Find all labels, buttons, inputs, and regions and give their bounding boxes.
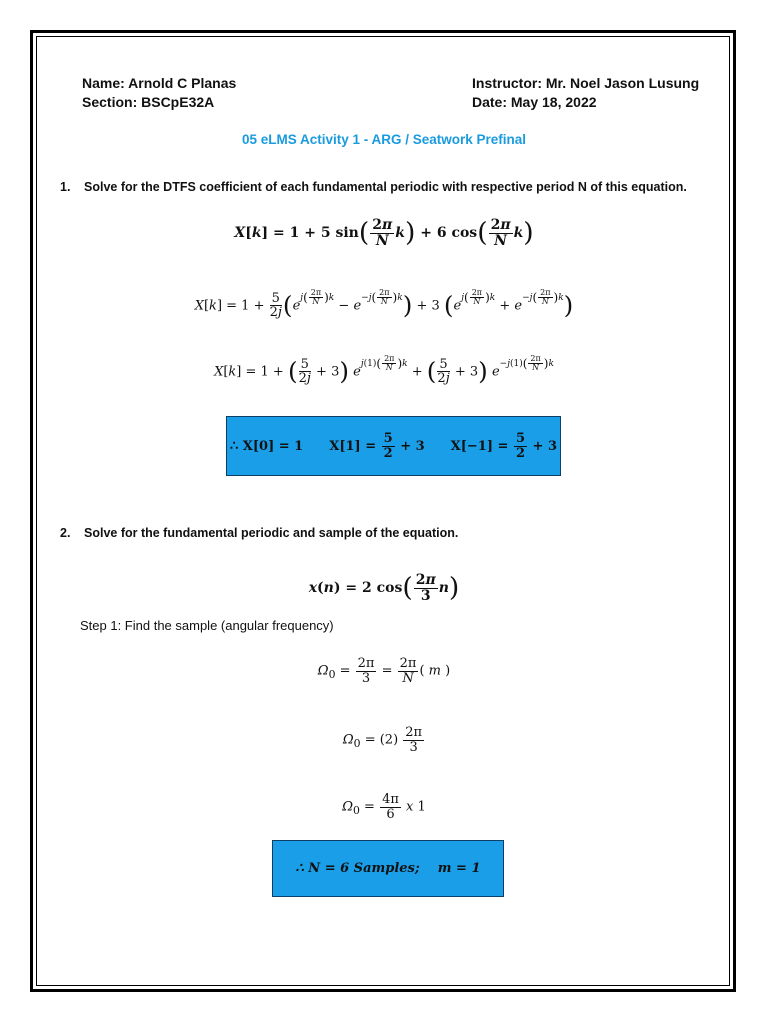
equation-q2-omega3: $\Omega_0$ = $\frac{4\pi}{6}$ x 1	[342, 792, 426, 822]
student-name: Name: Arnold C Planas	[82, 75, 237, 91]
instructor-name: Instructor: Mr. Noel Jason Lusung	[472, 75, 700, 91]
equation-q2-omega1: $\Omega_0$ = $\frac{2\pi}{3}$ = $\frac{2\pi}{N}$ ( m )	[317, 656, 451, 686]
answer-q2: ∴ N = 6 Samples; m = 1	[295, 861, 481, 876]
answer-x1-tail: + 3	[400, 438, 425, 454]
submission-date: Date: May 18, 2022	[472, 94, 597, 110]
activity-title: 05 eLMS Activity 1 - ARG / Seatwork Prefinal	[241, 132, 527, 147]
equation-q1-step2: X[k] = 1 + ( $\frac{5}{2j}$ + 3) $e^{j(1)( \frac{2\pi}{N} )k}$ + ( $\frac{5}{2j}$ + 3) $e^{-j(1)( \frac{2\pi}{N} )k}$	[214, 354, 554, 387]
question-2	[60, 525, 720, 542]
answer-box-q1: ∴ X[0] = 1 X[1] = $\frac{5}{2}$ + 3 X[−1] = $\frac{5}{2}$ + 3	[226, 416, 561, 476]
answer-box-q2	[272, 840, 504, 897]
answer-x1-lhs: X[1] =	[329, 438, 377, 454]
equation-q1-given: X[k] = 1 + 5 sin( $\frac{2\pi}{N}$ k) + 6 cos( $\frac{2\pi}{N}$ k)	[234, 216, 534, 249]
answer-x0: ∴ X[0] = 1	[230, 438, 304, 454]
equation-q1-step1: X[k] = 1 + $\frac{5}{2j}$ $(e^{j( \frac{2\pi}{N} )k} - e^{-j( \frac{2\pi}{N} )k}) + 3$ $(e^{j( \frac{2\pi}{N} )k} + e^{-j( \frac{2\pi}{N} )k})$	[194, 288, 574, 321]
question-1-text: Solve for the DTFS coefficient of each fundamental periodic with respective period N of this equation.	[84, 180, 687, 194]
answer-xm1-tail: + 3	[532, 438, 557, 454]
question-1	[60, 179, 720, 196]
equation-q2-omega2: $\Omega_0 = (2)$ $\frac{2\pi}{3}$	[342, 725, 423, 755]
question-1-number: 1.	[60, 180, 71, 194]
answer-xm1-lhs: X[−1] =	[450, 438, 509, 454]
equation-q2-given: x(n) = 2 cos( $\frac{2\pi}{3}$ n)	[308, 571, 460, 604]
student-section: Section: BSCpE32A	[82, 94, 215, 110]
question-2-text: Solve for the fundamental periodic and sample of the equation.	[84, 526, 459, 540]
question-2-number: 2.	[60, 526, 71, 540]
step-1-label: Step 1: Find the sample (angular frequency)	[80, 618, 334, 633]
